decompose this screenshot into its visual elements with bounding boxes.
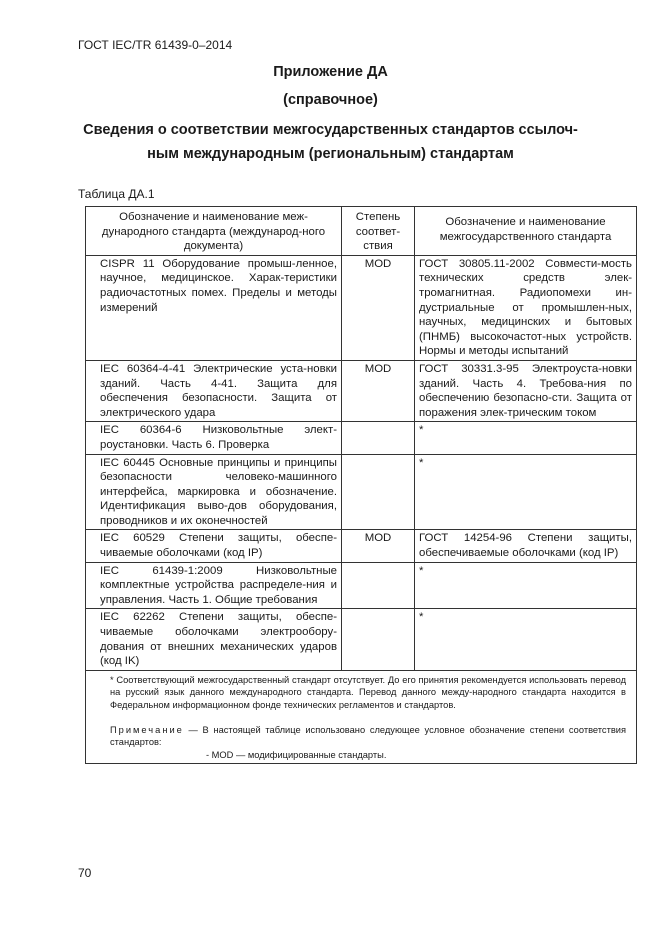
interstate-standard-cell: ГОСТ 14254-96 Степени защиты, обеспечиваемые оболочками (код IP) bbox=[415, 530, 637, 562]
interstate-standard-cell: ГОСТ 30805.11-2002 Совмести-мость технических средств элек-тромагнитная. Радиопомехи ин-дустриальные от промышлен-ных, научных, медицинских и бытовых (ПНМБ) высокочастот-ных устройств. Нормы и методы испытаний bbox=[415, 255, 637, 360]
table-note-row bbox=[86, 670, 637, 764]
international-standard-cell: CISPR 11 Оборудование промыш-ленное, научное, медицинское. Харак-теристики радиочастотных помех. Пределы и методы измерений bbox=[86, 255, 342, 360]
interstate-standard-cell: * bbox=[415, 454, 637, 530]
table-row bbox=[86, 609, 637, 670]
appendix-title: Приложение ДА bbox=[273, 64, 388, 80]
international-standard-cell: IEC 60445 Основные принципы и принципы безопасности человеко-машинного интерфейса, маркировка и обозначение. Идентификация выво-дов оборудования, проводников и их оконечностей bbox=[86, 454, 342, 530]
note-paragraph bbox=[96, 724, 626, 749]
degree-cell bbox=[342, 454, 415, 530]
table-row bbox=[86, 454, 637, 530]
note-text: — В настоящей таблице использовано следующее условное обозначение степени соответствия стандартов: bbox=[110, 724, 626, 748]
appendix-heading bbox=[0, 118, 661, 166]
interstate-standard-cell: ГОСТ 30331.3-95 Электроуста-новки зданий. Часть 4. Требова-ния по обеспечению безопасно-сти. Защита от поражения элек-трическим током bbox=[415, 360, 637, 421]
interstate-standard-cell: * bbox=[415, 609, 637, 670]
standards-correspondence-table bbox=[85, 206, 637, 764]
table-notes bbox=[86, 670, 637, 764]
interstate-standard-cell: * bbox=[415, 422, 637, 454]
note-item: - MOD — модифицированные стандарты. bbox=[206, 749, 387, 760]
footnote: * Соответствующий межгосударственный стандарт отсутствует. До его принятия рекомендуется использовать перевод на русский язык данного международного стандарта. Перевод данного между-народного стандарта находится в Федеральном информационном фонде технических регламентов и стандартов. bbox=[110, 674, 626, 710]
degree-cell: MOD bbox=[342, 255, 415, 360]
interstate-standard-cell: * bbox=[415, 562, 637, 609]
page-number: 70 bbox=[78, 866, 92, 880]
table-row bbox=[86, 255, 637, 360]
table-row bbox=[86, 562, 637, 609]
table-header-row bbox=[86, 207, 637, 256]
degree-cell: MOD bbox=[342, 530, 415, 562]
table-caption: Таблица ДА.1 bbox=[78, 187, 155, 201]
appendix-heading-line-2: ным международным (региональным) стандартам bbox=[147, 146, 514, 162]
table-row bbox=[86, 360, 637, 421]
col-header-interstate-standard: Обозначение и наименование межгосударственного стандарта bbox=[415, 207, 637, 256]
appendix-subtitle: (справочное) bbox=[283, 92, 378, 108]
col-header-degree: Степень соответ-ствия bbox=[342, 207, 415, 256]
table-row bbox=[86, 530, 637, 562]
international-standard-cell: IEC 60529 Степени защиты, обеспе-чиваемые оболочками (код IP) bbox=[86, 530, 342, 562]
international-standard-cell: IEC 62262 Степени защиты, обеспе-чиваемые оболочками электрообору-дования от внешних механических ударов (код IK) bbox=[86, 609, 342, 670]
col-header-international-standard: Обозначение и наименование меж-дународного стандарта (международ-ного документа) bbox=[86, 207, 342, 256]
degree-cell bbox=[342, 422, 415, 454]
degree-cell bbox=[342, 609, 415, 670]
international-standard-cell: IEC 61439-1:2009 Низковольтные комплектные устройства распределе-ния и управления. Часть 1. Общие требования bbox=[86, 562, 342, 609]
degree-cell: MOD bbox=[342, 360, 415, 421]
appendix-heading-line-1: Сведения о соответствии межгосударственных стандартов ссылоч- bbox=[83, 122, 578, 138]
table-row bbox=[86, 422, 637, 454]
degree-cell bbox=[342, 562, 415, 609]
international-standard-cell: IEC 60364-4-41 Электрические уста-новки зданий. Часть 4-41. Защита для обеспечения безопасности. Защита от электрического удара bbox=[86, 360, 342, 421]
document-header: ГОСТ IEC/TR 61439-0–2014 bbox=[78, 38, 233, 52]
international-standard-cell: IEC 60364-6 Низковольтные элект-роустановки. Часть 6. Проверка bbox=[86, 422, 342, 454]
note-label: Примечание bbox=[110, 724, 184, 735]
